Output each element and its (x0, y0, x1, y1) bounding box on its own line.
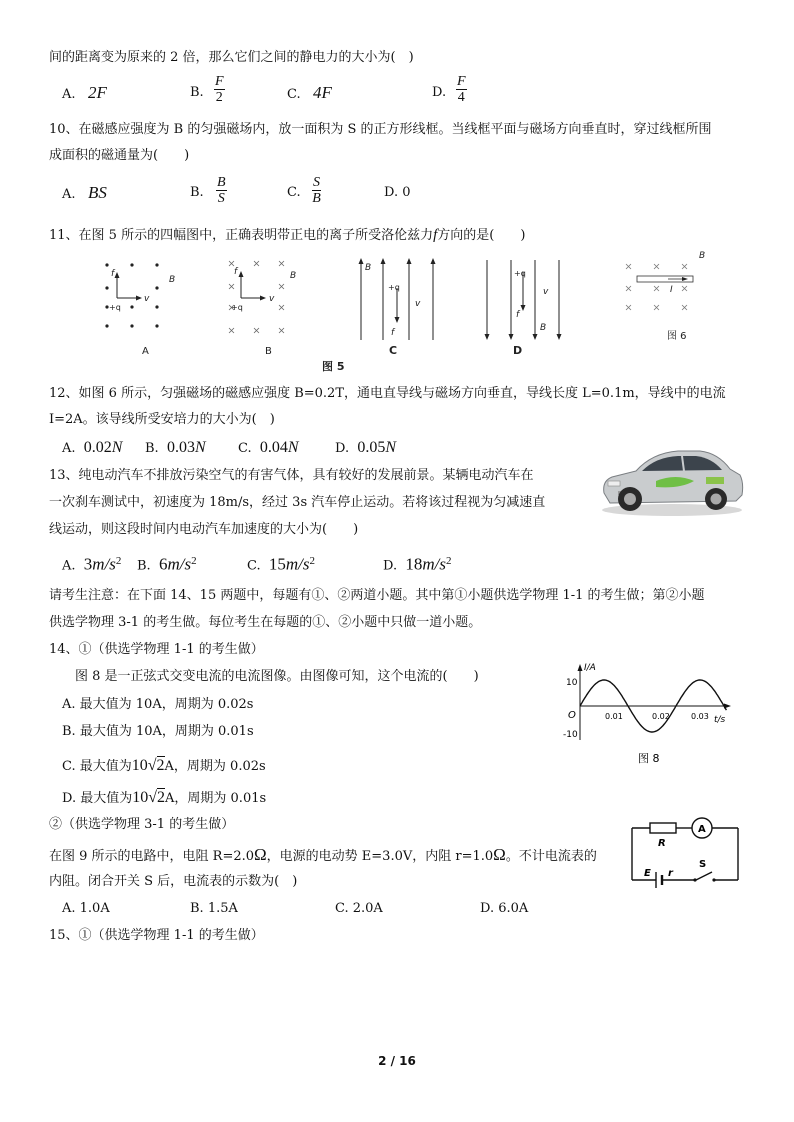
q9-option-a: A. 2F (62, 83, 107, 102)
q15-heading: 15、①（供选学物理 1-1 的考生做） (49, 928, 264, 943)
notice-line-1: 请考生注意：在下面 14、15 两题中，每题有①、②两道小题。其中第①小题供选学物理 1-1 的考生做；第②小题 (49, 588, 705, 603)
q14b-line-2: 内阻。闭合开关 S 后，电流表的示数为( ) (49, 874, 298, 889)
fig5-a-b: B (169, 275, 176, 285)
circuit-label-r: R (658, 838, 666, 849)
fig5-b-q: +q (231, 303, 243, 312)
fig5-panel-c (359, 258, 436, 357)
fig5-a-q: +q (109, 303, 121, 312)
q10-option-a: A. BS (62, 183, 107, 202)
q12-option-a: A. 0.02N (62, 439, 123, 456)
q9-option-c-value: 4F (313, 83, 332, 102)
page-number: 2 / 16 (378, 1054, 416, 1068)
fig5-b-b: B (290, 271, 297, 281)
fig8-caption: 图 8 (638, 752, 660, 765)
fig8-tick-1: 0.01 (605, 712, 623, 721)
q11-stem: 11、在图 5 所示的四幅图中，正确表明带正电的离子所受洛伦兹力f方向的是( ) (49, 227, 526, 243)
fig5-d-b: B (540, 323, 547, 333)
fig8-y-bottom: -10 (563, 730, 578, 740)
q13-line-3: 线运动，则这段时间内电动汽车加速度的大小为( ) (49, 522, 359, 537)
fig6-i: I (670, 285, 673, 295)
circuit-label-a: A (698, 824, 706, 835)
q12-line-1: 12、如图 6 所示，匀强磁场的磁感应强度 B=0.2T，通电直导线与磁场方向垂直，导线长度 L=0.1m，导线中的电流 (49, 386, 726, 401)
q13-option-b: B. $6m/s^2$ (137, 554, 197, 574)
q14b-line-1: 在图 9 所示的电路中，电阻 R=2.0Ω，电源的电动势 E=3.0V，内阻 r=1.0Ω。不计电流表的 (49, 845, 597, 864)
fig5-c-v: v (415, 299, 421, 309)
fig5-label-c: C (389, 344, 398, 357)
q10-option-b-fraction: $\frac{B}{S}$ (217, 175, 226, 206)
q14b-option-d: D. 6.0A (480, 901, 529, 916)
electric-car-image (596, 437, 746, 519)
q14-option-c: C. 最大值为10√2A，周期为 0.02s (62, 757, 266, 774)
q13-line-1: 13、纯电动汽车不排放污染空气的有害气体，具有较好的发展前景。某辆电动汽车在 (49, 468, 534, 483)
fig5-d-v: v (543, 287, 549, 297)
fig5-panel-d (485, 260, 562, 357)
q10-option-b-label: B. (190, 185, 204, 200)
q10-option-d: D. 0 (384, 185, 411, 200)
q9-option-d-label: D. (432, 85, 447, 100)
fig5-label-d: D (513, 344, 523, 357)
q13-option-a: A. $3m/s^2$ (62, 554, 122, 574)
fig5-panel-b (229, 261, 296, 357)
circuit-label-e: E (644, 868, 651, 879)
q14b-option-a: A. 1.0A (62, 901, 110, 916)
fig5-label-a: A (142, 346, 149, 357)
fig6 (626, 250, 705, 342)
q14-heading: 14、①（供选学物理 1-1 的考生做） (49, 642, 264, 657)
fig5-a-f: f (111, 269, 115, 279)
q9-option-b-label: B. (190, 85, 204, 100)
q13-option-c: C. $15m/s^2$ (247, 554, 316, 574)
resistor-r (650, 823, 676, 833)
q12-line-2: I=2A。该导线所受安培力的大小为( ) (49, 412, 275, 427)
q12-option-d: D. 0.05N (335, 439, 397, 456)
q12-option-c: C. 0.04N (238, 439, 299, 456)
q12-option-b: B. 0.03N (145, 439, 206, 456)
q10-line-1: 10、在磁感应强度为 B 的匀强磁场内，放一面积为 S 的正方形线框。当线框平面与磁场方向垂直时，穿过线框所围 (49, 122, 712, 137)
fig5-d-f: f (516, 310, 520, 320)
fig8-origin: O (568, 710, 576, 721)
circuit-label-r-internal: r (668, 868, 673, 879)
fig8-ylabel: I/A (584, 663, 596, 673)
switch-s (696, 872, 712, 880)
q14-option-b: B. 最大值为 10A，周期为 0.01s (62, 724, 254, 739)
q14b-option-b: B. 1.5A (190, 901, 238, 916)
fig5-panel-a (105, 263, 175, 357)
fig6-caption: 图 6 (667, 331, 687, 342)
q9-stem-tail: 间的距离变为原来的 2 倍，那么它们之间的静电力的大小为( ) (49, 50, 414, 65)
q9-option-d-fraction: $\frac{F}{4}$ (457, 74, 466, 105)
fig5-b-v: v (269, 294, 275, 304)
q14-stem: 图 8 是一正弦式交变电流的电流图像。由图像可知，这个电流的( ) (75, 669, 479, 684)
fig5-c-f: f (391, 328, 395, 338)
figure-5-and-6 (95, 250, 715, 375)
fig8-xlabel: t/s (714, 715, 726, 725)
notice-line-2: 供选学物理 3-1 的考生做。每位考生在每题的①、②小题中只做一道小题。 (49, 615, 482, 630)
fig5-b-f: f (234, 267, 238, 277)
q9-option-b-fraction: $\frac{F}{2}$ (215, 74, 224, 105)
q14-option-a: A. 最大值为 10A，周期为 0.02s (62, 697, 254, 712)
q13-line-2: 一次刹车测试中，初速度为 18m/s，经过 3s 汽车停止运动。若将该过程视为匀减速直 (49, 495, 546, 510)
figure-9-circuit (628, 812, 742, 892)
fig5-d-q: +q (514, 269, 526, 278)
fig5-a-v: v (144, 294, 150, 304)
fig8-tick-2: 0.02 (652, 712, 670, 721)
fig5-c-q: +q (388, 283, 400, 292)
fig8-i-arrow-icon (578, 664, 583, 671)
fig5-caption: 图 5 (322, 360, 345, 373)
fig8-y-top: 10 (566, 678, 578, 688)
q14b-option-c: C. 2.0A (335, 901, 383, 916)
fig6-b: B (699, 251, 706, 261)
q10-line-2: 成面积的磁通量为( ) (49, 148, 190, 163)
figure-8-current-graph (558, 658, 738, 770)
q10-option-c-label: C. (287, 185, 301, 200)
fig5-c-b: B (365, 263, 372, 273)
q14b-heading: ②（供选学物理 3-1 的考生做） (49, 817, 235, 832)
q13-option-d: D. $18m/s^2$ (383, 554, 452, 574)
circuit-label-s: S (699, 859, 707, 870)
q10-option-c-fraction: $\frac{S}{B}$ (312, 175, 321, 206)
q9-option-c: C. 4F (287, 83, 332, 102)
q14-option-d: D. 最大值为10√2A，周期为 0.01s (62, 789, 267, 806)
fig8-tick-3: 0.03 (691, 712, 709, 721)
q9-option-a-value: 2F (87, 83, 107, 102)
fig5-label-b: B (265, 346, 272, 357)
